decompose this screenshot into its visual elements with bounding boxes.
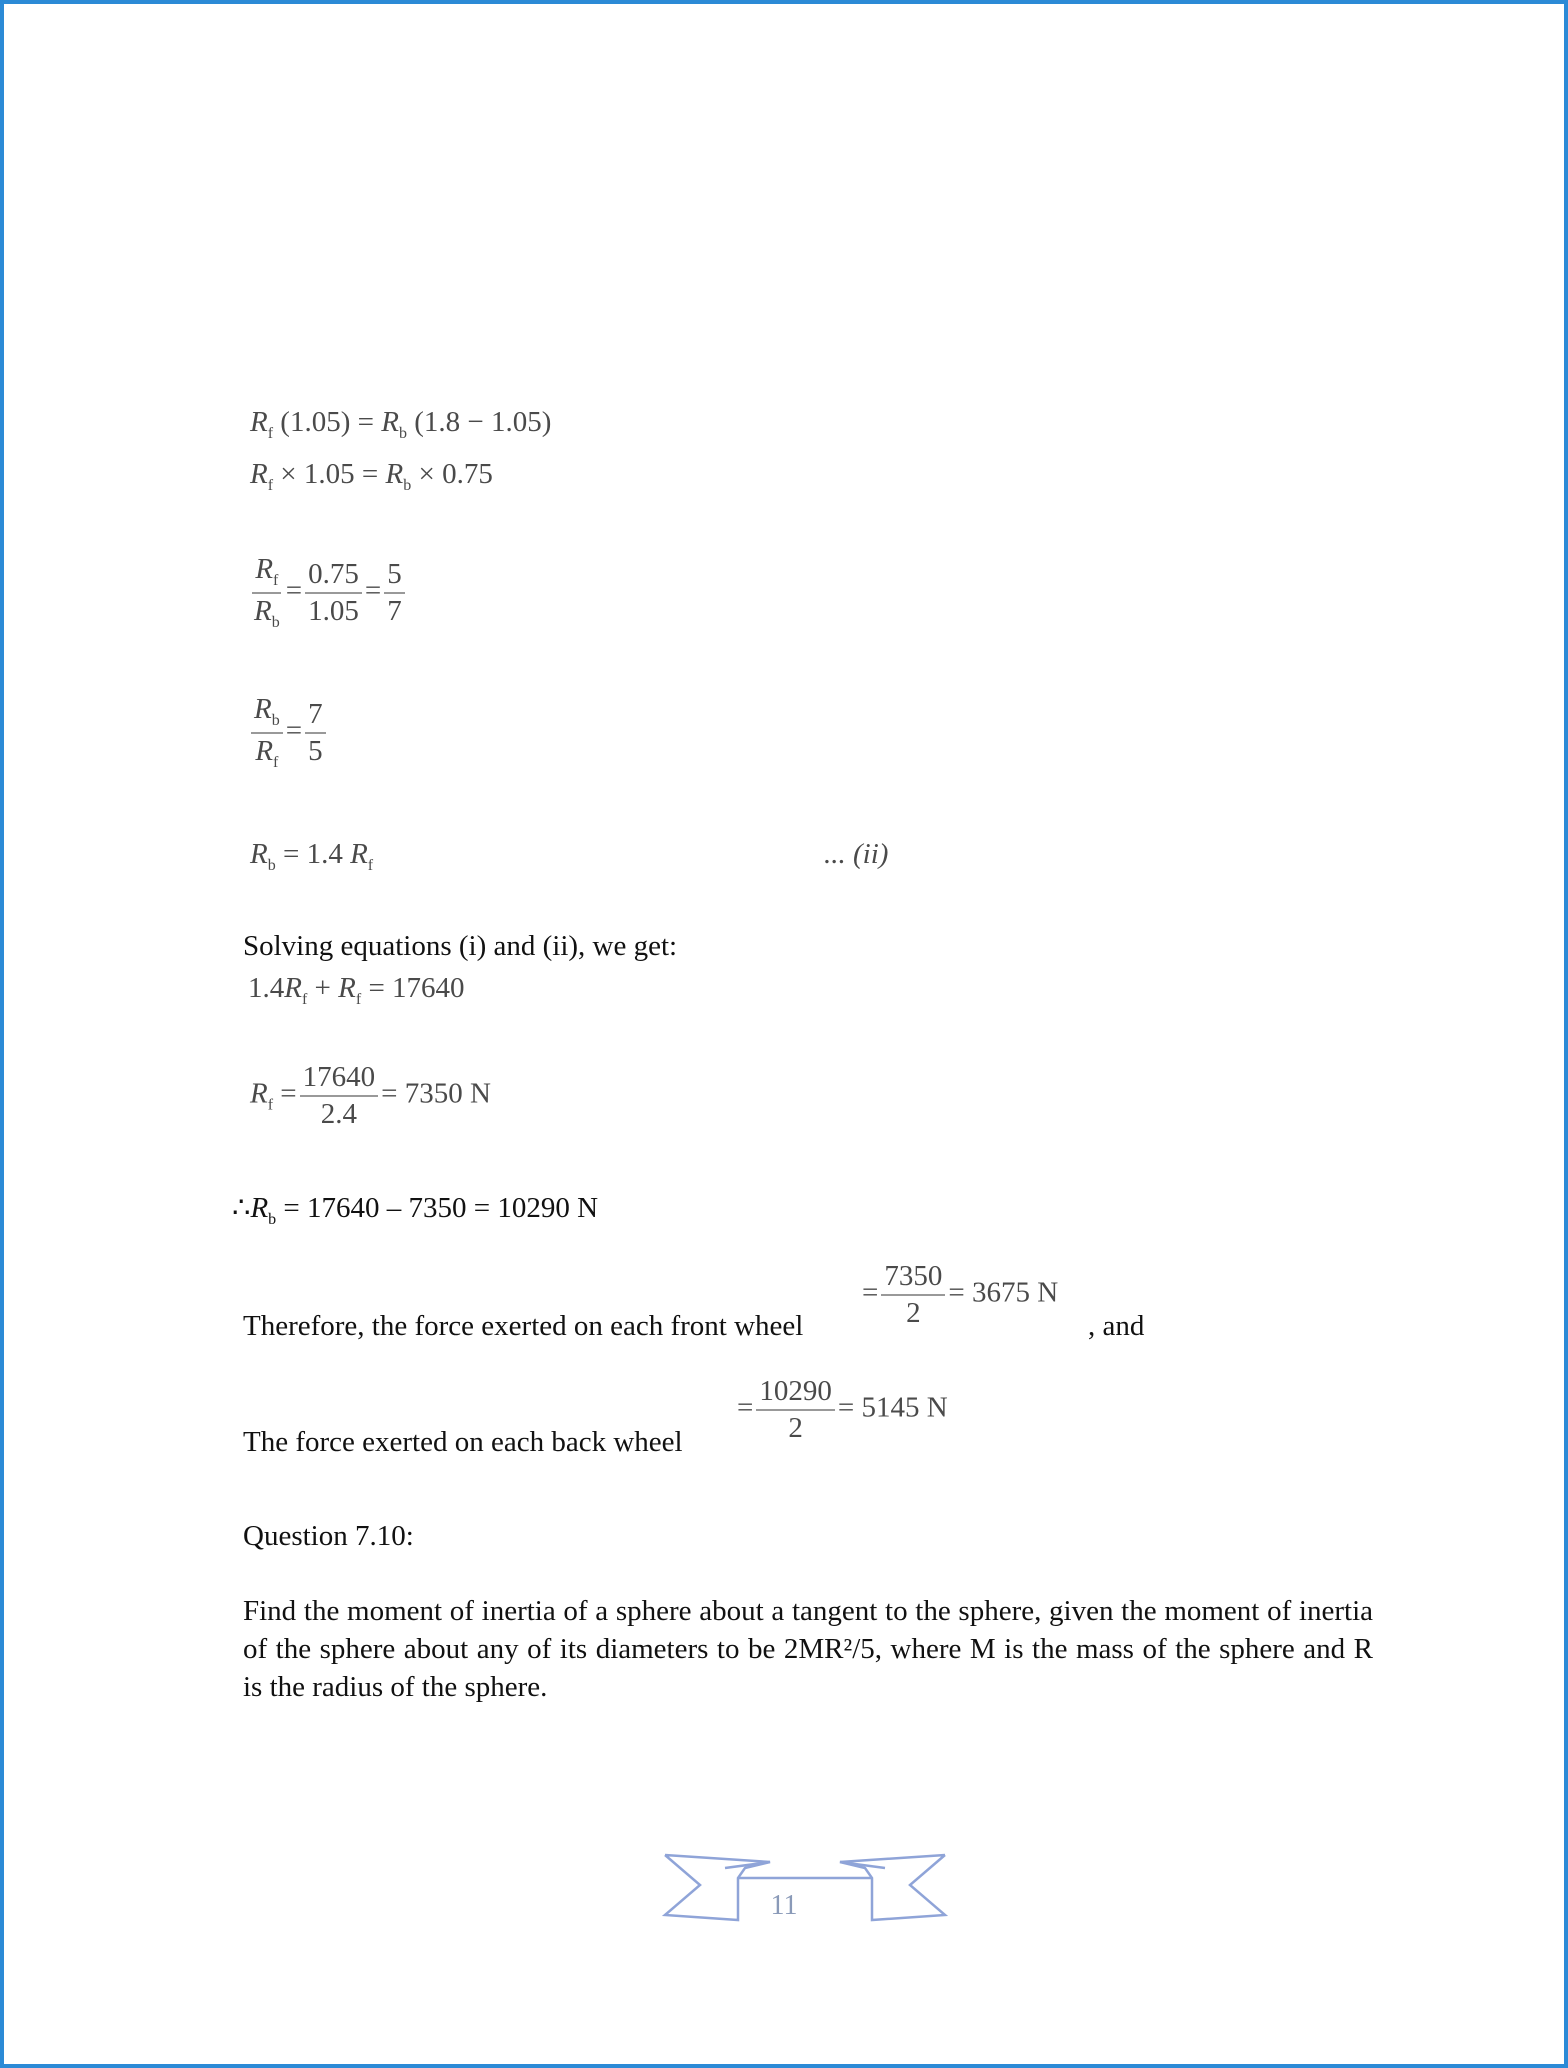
front-wheel-equation: = $\frac{7350}{2}$ = 3675 N <box>862 1260 1059 1329</box>
equation-4: $\frac{R_b}{R_f}$ = $\frac{7}{5}$ <box>248 695 329 771</box>
equation-1: $R_f$ $(1.05) = R_b$ (1.8 − 1.05) <box>250 406 552 442</box>
equation-8: $\therefore R_b = 17640 - 7350 = 10290$ N <box>232 1192 599 1228</box>
back-wheel-text: The force exerted on each back wheel <box>243 1426 683 1458</box>
back-wheel-equation: = $\frac{10290}{2}$ = 5145 N <box>737 1375 948 1444</box>
solving-text: Solving equations (i) and (ii), we get: <box>243 930 678 962</box>
equation-3: $\frac{R_f}{R_b}$ = $\frac{0.75}{1.05}$ = $\frac{5}{7}$ <box>248 555 408 631</box>
equation-2: $R_f \times 1.05 = R_b \times 0.75$ <box>250 458 493 494</box>
front-wheel-text: Therefore, the force exerted on each front wheel <box>243 1310 804 1342</box>
equation-6: $1.4R_f + R_f = 17640$ <box>248 972 465 1008</box>
equation-tag: ... (ii) <box>824 838 889 870</box>
question-heading: Question 7.10: <box>243 1520 414 1552</box>
equation-7: $R_f$ = $\frac{17640}{2.4}$ = 7350 N <box>250 1061 491 1130</box>
equation-5: $R_b = 1.4$ $R_f$ <box>250 838 374 874</box>
page-number: 11 <box>770 1890 798 1921</box>
front-wheel-tail: , and <box>1088 1310 1145 1342</box>
question-text: Find the moment of inertia of a sphere about a tangent to the sphere, given the moment of inertia of the sphere about any of its diameters to be 2MR²/5, where M is the mass of the sphere and R is the radius of the sphere. <box>243 1595 1373 1703</box>
